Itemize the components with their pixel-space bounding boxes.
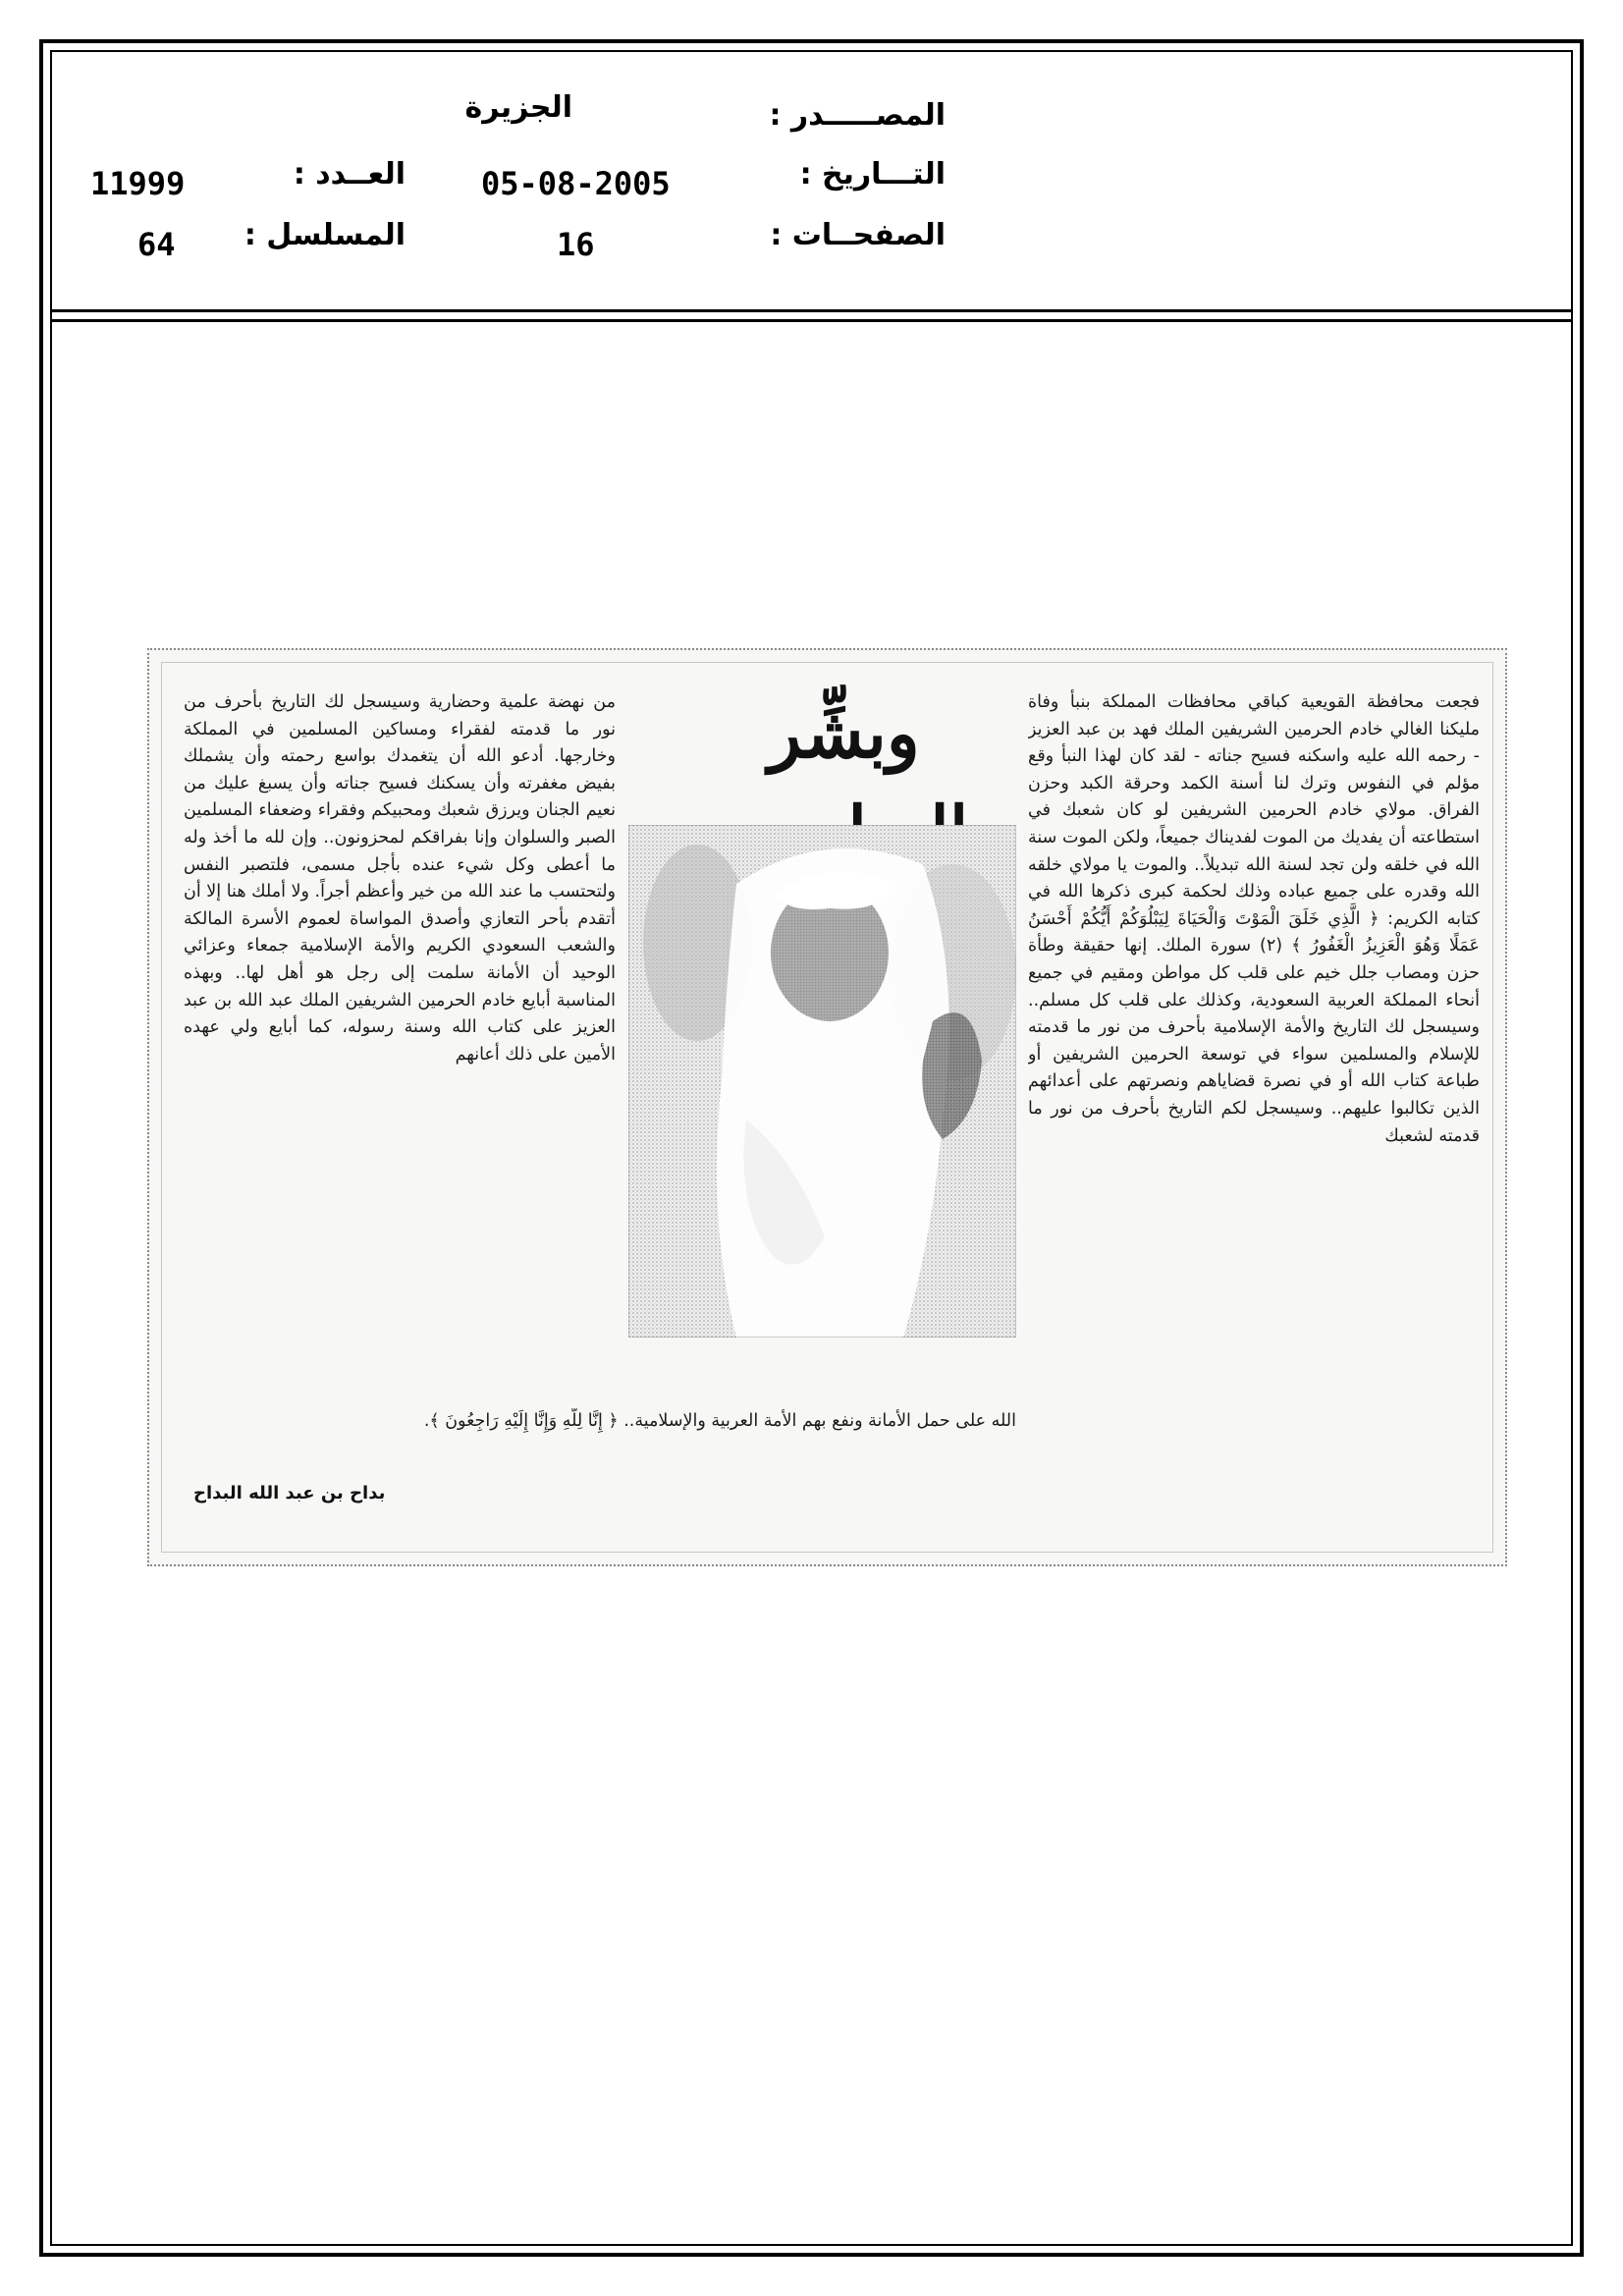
newspaper-clipping: [147, 648, 1507, 1566]
source-value: الجزيرة: [464, 90, 572, 125]
pages-value: 16: [557, 226, 595, 263]
date-value: 05-08-2005: [481, 165, 671, 202]
article-right-column: فجعت محافظة القويعية كباقي محافظات المملكة بنبأ وفاة مليكنا الغالي خادم الحرمين الشريفين الملك فهد بن عبد العزيز - رحمه الله عليه واسكنه فسيح جناته - لقد كان لهذا النبأ وقع مؤلم في النفوس وترك لنا أسنة الكمد وحرقة الكبد وحزن الفراق. مولاي خادم الحرمين الشريفين لو كان شعبك في استطاعته أن يفديك من الموت لفديناك جميعاً، ولكن الموت سنة الله في خلقه ولن تجد لسنة الله تبديلاً.. والموت يا مولاي خلقه الله وقدره على جميع عباده وذلك لحكمة كبرى ذكرها الله في كتابه الكريم: ﴿ الَّذِي خَلَقَ الْمَوْتَ وَالْحَيَاةَ لِيَبْلُوَكُمْ أَيُّكُمْ أَحْسَنُ عَمَلًا وَهُوَ الْعَزِيزُ الْغَفُورُ ﴾ (٢) سورة الملك. إنها حقيقة وطأة حزن ومصاب جلل خيم على قلب كل مواطن ومقيم في جميع أنحاء المملكة العربية السعودية، وكذلك على قلب كل مسلم.. وسيسجل لك التاريخ والأمة الإسلامية بأحرف من نور ما قدمته للإسلام والمسلمين سواء في توسعة الحرمين الشريفين أو طباعة كتاب الله أو في نصرة قضاياهم ونصرتهم على أعدائهم الذين تكالبوا عليهم.. وسيسجل لكم التاريخ بأحرف من نور ما قدمته لشعبك: [1028, 692, 1480, 1146]
portrait-image: [628, 825, 1016, 1338]
header-rule-lower: [50, 319, 1573, 322]
issue-label: العــدد :: [293, 157, 406, 191]
article-photo: [628, 825, 1016, 1338]
source-label: المصـــــدر :: [769, 98, 946, 133]
date-label: التـــاريخ :: [799, 157, 946, 191]
pages-label: الصفحــات :: [770, 218, 946, 252]
serial-value: 64: [137, 226, 176, 263]
article-closing-line: الله على حمل الأمانة ونفع بهم الأمة العربية والإسلامية.. ﴿ إِنَّا لِلَّهِ وَإِنَّا إِلَيْهِ رَاجِعُونَ ﴾.: [423, 1411, 1016, 1431]
issue-value: 11999: [90, 165, 186, 202]
article-title: وبشِّر: [768, 692, 920, 774]
header-rule-upper: [50, 309, 1573, 312]
article-signature: بداح بن عبد الله البداح: [193, 1483, 386, 1503]
article-left-column: من نهضة علمية وحضارية وسيسجل لك التاريخ بأحرف من نور ما قدمته لفقراء ومساكين المسلمين في المملكة وخارجها. أدعو الله أن يتغمدك بواسع رحمته وأن يشملك بفيض مغفرته وأن يسكنك فسيح جناته وأن يسبغ عليك من نعيم الجنان ويرزق شعبك ومحبيكم وفقراء وضعفاء المسلمين الصبر والسلوان وإنا بفراقكم لمحزونون.. وإن لله ما أخذ وله ما أعطى وكل شيء عنده بأجل مسمى، فلتصبر النفس ولتحتسب ما عند الله من خير وأعظم أجراً. ولا أملك هنا إلا أن أتقدم بأحر التعازي وأصدق المواساة لعموم الأسرة المالكة والشعب السعودي الكريم والأمة الإسلامية جمعاء وعزائي الوحيد أن الأمانة سلمت إلى رجل هو أهل لها.. وبهذه المناسبة أبايع خادم الحرمين الشريفين الملك عبد الله بن عبد العزيز على كتاب الله وسنة رسوله، كما أبايع ولي عهده الأمين على ذلك أعانهم: [184, 692, 616, 1065]
serial-label: المسلسل :: [243, 218, 406, 252]
